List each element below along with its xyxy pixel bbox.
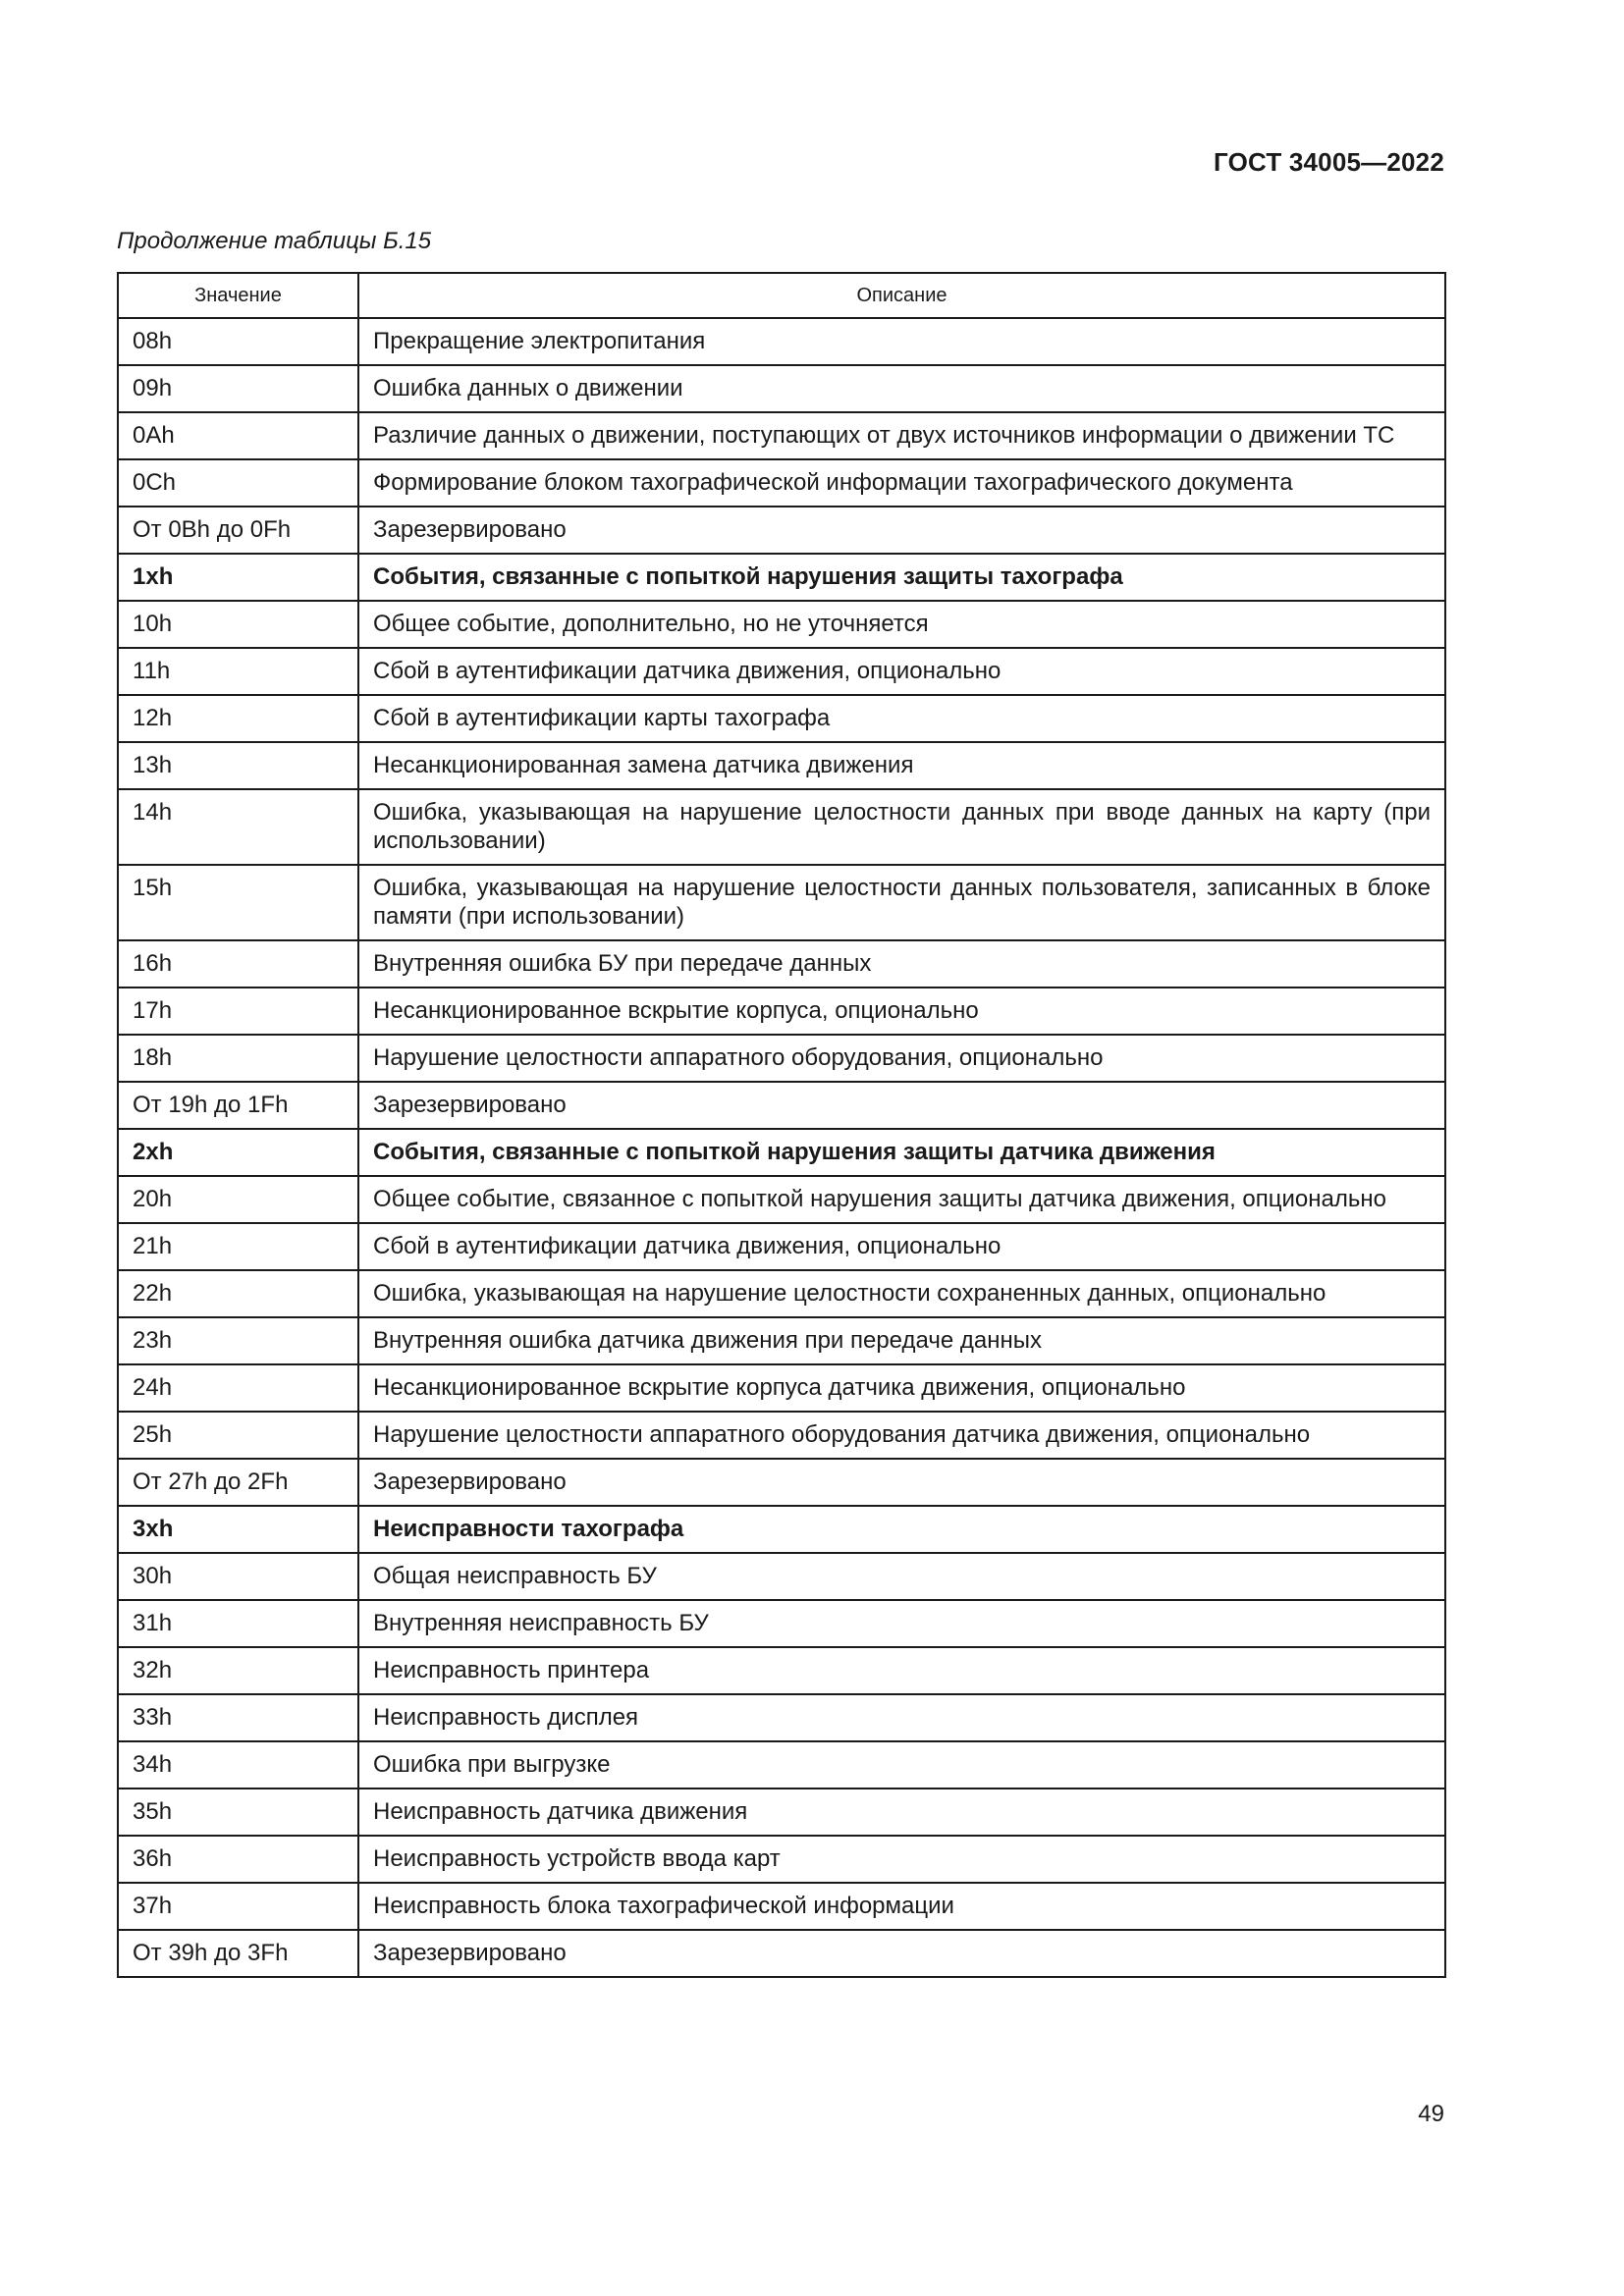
cell-value: 10h — [118, 601, 358, 648]
cell-value: 1xh — [118, 554, 358, 601]
table-row — [118, 648, 1445, 695]
cell-value: 11h — [118, 648, 358, 695]
table-row — [118, 1789, 1445, 1836]
table-row — [118, 865, 1445, 940]
table-row — [118, 789, 1445, 865]
table-row — [118, 1883, 1445, 1930]
table-row — [118, 1647, 1445, 1694]
cell-value: 25h — [118, 1412, 358, 1459]
data-table — [117, 272, 1446, 1978]
table-group-row — [118, 1506, 1445, 1553]
cell-description: Неисправность датчика движения — [358, 1789, 1445, 1836]
cell-value: 24h — [118, 1364, 358, 1412]
cell-description: Общее событие, связанное с попыткой нарушения защиты датчика движения, опционально — [358, 1176, 1445, 1223]
cell-value: От 27h до 2Fh — [118, 1459, 358, 1506]
cell-value: 30h — [118, 1553, 358, 1600]
column-header-value: Значение — [118, 273, 358, 318]
cell-value: 33h — [118, 1694, 358, 1741]
cell-value: 32h — [118, 1647, 358, 1694]
table-row — [118, 1930, 1445, 1977]
cell-value: 31h — [118, 1600, 358, 1647]
cell-description: Нарушение целостности аппаратного оборудования, опционально — [358, 1035, 1445, 1082]
table-row — [118, 988, 1445, 1035]
cell-value: От 0Bh до 0Fh — [118, 507, 358, 554]
cell-value: 20h — [118, 1176, 358, 1223]
cell-value: 18h — [118, 1035, 358, 1082]
cell-value: 37h — [118, 1883, 358, 1930]
table-row — [118, 1553, 1445, 1600]
cell-description: Ошибка данных о движении — [358, 365, 1445, 412]
table-group-row — [118, 1129, 1445, 1176]
cell-value: 14h — [118, 789, 358, 865]
table-header-row — [118, 273, 1445, 318]
table-row — [118, 318, 1445, 365]
table-row — [118, 1176, 1445, 1223]
table-row — [118, 1412, 1445, 1459]
cell-value: 22h — [118, 1270, 358, 1317]
table-row — [118, 1459, 1445, 1506]
cell-description: Сбой в аутентификации карты тахографа — [358, 695, 1445, 742]
cell-description: Формирование блоком тахографической информации тахографического документа — [358, 459, 1445, 507]
table-body — [118, 318, 1445, 1977]
cell-description: Нарушение целостности аппаратного оборудования датчика движения, опционально — [358, 1412, 1445, 1459]
cell-description: Сбой в аутентификации датчика движения, опционально — [358, 1223, 1445, 1270]
cell-description: Внутренняя неисправность БУ — [358, 1600, 1445, 1647]
cell-value: 0Ch — [118, 459, 358, 507]
cell-value: 36h — [118, 1836, 358, 1883]
cell-description: Ошибка, указывающая на нарушение целостности данных при вводе данных на карту (при использовании) — [358, 789, 1445, 865]
cell-value: 34h — [118, 1741, 358, 1789]
cell-description: Неисправность дисплея — [358, 1694, 1445, 1741]
cell-value: 23h — [118, 1317, 358, 1364]
table-row — [118, 1317, 1445, 1364]
cell-value: 3xh — [118, 1506, 358, 1553]
table-row — [118, 1600, 1445, 1647]
cell-value: От 19h до 1Fh — [118, 1082, 358, 1129]
cell-value: 12h — [118, 695, 358, 742]
cell-description: Различие данных о движении, поступающих от двух источников информации о движении ТС — [358, 412, 1445, 459]
cell-value: 08h — [118, 318, 358, 365]
cell-description: Неисправность устройств ввода карт — [358, 1836, 1445, 1883]
cell-value: 21h — [118, 1223, 358, 1270]
table-row — [118, 1741, 1445, 1789]
cell-description: Общее событие, дополнительно, но не уточняется — [358, 601, 1445, 648]
table-row — [118, 742, 1445, 789]
cell-value: 0Ah — [118, 412, 358, 459]
cell-description: Неисправности тахографа — [358, 1506, 1445, 1553]
table-row — [118, 459, 1445, 507]
cell-description: Зарезервировано — [358, 507, 1445, 554]
cell-description: Несанкционированная замена датчика движения — [358, 742, 1445, 789]
cell-description: Зарезервировано — [358, 1082, 1445, 1129]
cell-value: 16h — [118, 940, 358, 988]
cell-description: Общая неисправность БУ — [358, 1553, 1445, 1600]
cell-value: 35h — [118, 1789, 358, 1836]
page-number: 49 — [1418, 2101, 1444, 2127]
table-row — [118, 695, 1445, 742]
cell-description: События, связанные с попыткой нарушения защиты датчика движения — [358, 1129, 1445, 1176]
cell-description: Неисправность блока тахографической информации — [358, 1883, 1445, 1930]
table-row — [118, 1836, 1445, 1883]
cell-description: Ошибка при выгрузке — [358, 1741, 1445, 1789]
table-row — [118, 1270, 1445, 1317]
cell-description: Зарезервировано — [358, 1930, 1445, 1977]
table-row — [118, 412, 1445, 459]
table-row — [118, 1694, 1445, 1741]
cell-description: Зарезервировано — [358, 1459, 1445, 1506]
cell-description: Неисправность принтера — [358, 1647, 1445, 1694]
cell-description: Несанкционированное вскрытие корпуса датчика движения, опционально — [358, 1364, 1445, 1412]
cell-value: От 39h до 3Fh — [118, 1930, 358, 1977]
document-code: ГОСТ 34005—2022 — [1214, 147, 1444, 177]
cell-value: 2xh — [118, 1129, 358, 1176]
cell-description: Внутренняя ошибка БУ при передаче данных — [358, 940, 1445, 988]
cell-value: 17h — [118, 988, 358, 1035]
table-group-row — [118, 554, 1445, 601]
table-row — [118, 1082, 1445, 1129]
table-row — [118, 1223, 1445, 1270]
cell-description: Прекращение электропитания — [358, 318, 1445, 365]
table-caption: Продолжение таблицы Б.15 — [117, 228, 432, 254]
cell-description: Сбой в аутентификации датчика движения, опционально — [358, 648, 1445, 695]
table-row — [118, 507, 1445, 554]
cell-value: 15h — [118, 865, 358, 940]
column-header-description: Описание — [358, 273, 1445, 318]
cell-description: Ошибка, указывающая на нарушение целостности сохраненных данных, опционально — [358, 1270, 1445, 1317]
table-row — [118, 1364, 1445, 1412]
table-row — [118, 601, 1445, 648]
cell-description: Несанкционированное вскрытие корпуса, опционально — [358, 988, 1445, 1035]
table-row — [118, 365, 1445, 412]
table-row — [118, 940, 1445, 988]
table-row — [118, 1035, 1445, 1082]
cell-value: 13h — [118, 742, 358, 789]
cell-description: Внутренняя ошибка датчика движения при передаче данных — [358, 1317, 1445, 1364]
cell-value: 09h — [118, 365, 358, 412]
cell-description: Ошибка, указывающая на нарушение целостности данных пользователя, записанных в блоке памяти (при использовании) — [358, 865, 1445, 940]
cell-description: События, связанные с попыткой нарушения защиты тахографа — [358, 554, 1445, 601]
